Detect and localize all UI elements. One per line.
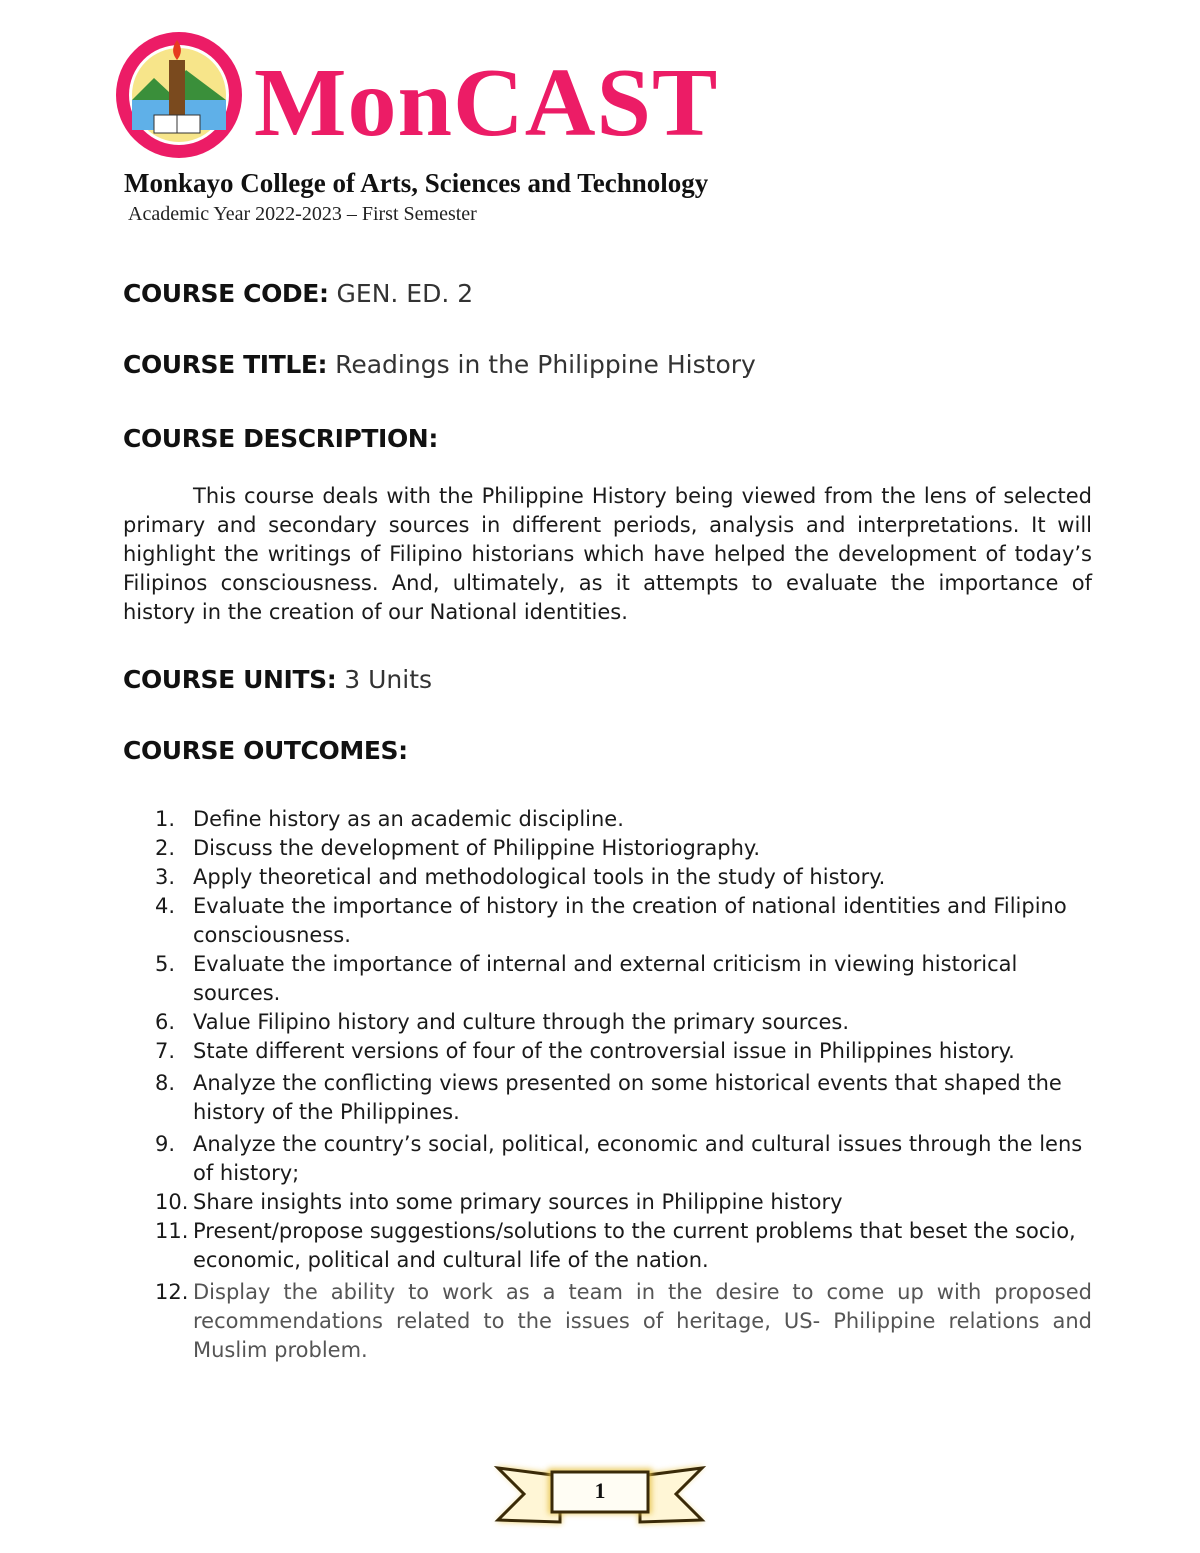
outcome-text: Evaluate the importance of history in the creation of national identities and Filipino consciousness.: [193, 894, 1067, 947]
course-units: [123, 665, 432, 695]
outcome-text: Present/propose suggestions/solutions to the current problems that beset the socio, economic, political and cultural life of the nation.: [193, 1219, 1076, 1272]
brand-name: MonCAST: [254, 49, 719, 157]
course-code: [123, 279, 473, 309]
course-units-label: COURSE UNITS:: [123, 665, 337, 694]
outcome-text: Discuss the development of Philippine Historiography.: [193, 836, 761, 860]
course-description-heading: [123, 424, 438, 454]
outcome-text: Define history as an academic discipline.: [193, 807, 624, 831]
outcome-number: 9.: [155, 1132, 176, 1156]
course-outcomes-heading: [123, 736, 408, 766]
outcome-number: 11.: [155, 1219, 189, 1243]
outcome-number: 3.: [155, 865, 176, 889]
outcome-item: [155, 1069, 1092, 1127]
course-units-value: 3 Units: [336, 665, 433, 694]
course-title: [123, 350, 756, 380]
outcome-text: Evaluate the importance of internal and external criticism in viewing historical sources.: [193, 952, 1018, 1005]
outcome-number: 7.: [155, 1039, 176, 1063]
course-description-label: COURSE DESCRIPTION:: [123, 424, 438, 453]
outcome-number: 8.: [155, 1071, 176, 1095]
course-title-value: Readings in the Philippine History: [327, 350, 756, 379]
course-code-label: COURSE CODE:: [123, 279, 329, 308]
outcome-item: [155, 1008, 1092, 1037]
outcome-item: [155, 863, 1092, 892]
course-outcomes-label: COURSE OUTCOMES:: [123, 736, 408, 765]
outcome-item: [155, 892, 1092, 950]
college-seal-logo: [114, 30, 244, 160]
outcome-item: [155, 1217, 1092, 1275]
outcome-item: [155, 950, 1092, 1008]
page-number: 1: [594, 1478, 606, 1503]
course-code-value: GEN. ED. 2: [328, 279, 474, 308]
academic-year: Academic Year 2022-2023 – First Semester: [128, 203, 477, 225]
outcome-number: 4.: [155, 894, 176, 918]
course-title-label: COURSE TITLE:: [123, 350, 328, 379]
outcome-item: [155, 805, 1092, 834]
outcome-text: Analyze the conflicting views presented on some historical events that shaped the history of the Philippines.: [193, 1071, 1062, 1124]
outcome-text: Share insights into some primary sources in Philippine history: [193, 1190, 843, 1214]
outcome-number: 1.: [155, 807, 176, 831]
outcome-number: 6.: [155, 1010, 176, 1034]
outcome-number: 2.: [155, 836, 176, 860]
outcome-item: [155, 1278, 1092, 1365]
outcome-item: [155, 1188, 1092, 1217]
outcome-number: 12.: [155, 1280, 189, 1304]
outcome-text: State different versions of four of the controversial issue in Philippines history.: [193, 1039, 1015, 1063]
outcome-item: [155, 834, 1092, 863]
college-name: Monkayo College of Arts, Sciences and Technology: [124, 168, 709, 198]
outcome-text: Value Filipino history and culture through the primary sources.: [193, 1010, 850, 1034]
course-outcomes-list: [155, 805, 1092, 1365]
outcome-text: Display the ability to work as a team in the desire to come up with proposed recommendations related to the issues of heritage, US- Philippine relations and Muslim problem.: [193, 1280, 1092, 1362]
outcome-item: [155, 1130, 1092, 1188]
course-description-text: This course deals with the Philippine History being viewed from the lens of selected primary and secondary sources in different periods, analysis and interpretations. It will highlight the writings of Filipino historians which have helped the development of today’s Filipinos consciousness. And, ultimately, as it attempts to evaluate the importance of history in the creation of our National identities.: [123, 484, 1092, 624]
outcome-number: 10.: [155, 1190, 189, 1214]
outcome-text: Apply theoretical and methodological tools in the study of history.: [193, 865, 886, 889]
outcome-text: Analyze the country’s social, political, economic and cultural issues through the lens of history;: [193, 1132, 1083, 1185]
outcome-item: [155, 1037, 1092, 1066]
outcome-number: 5.: [155, 952, 176, 976]
